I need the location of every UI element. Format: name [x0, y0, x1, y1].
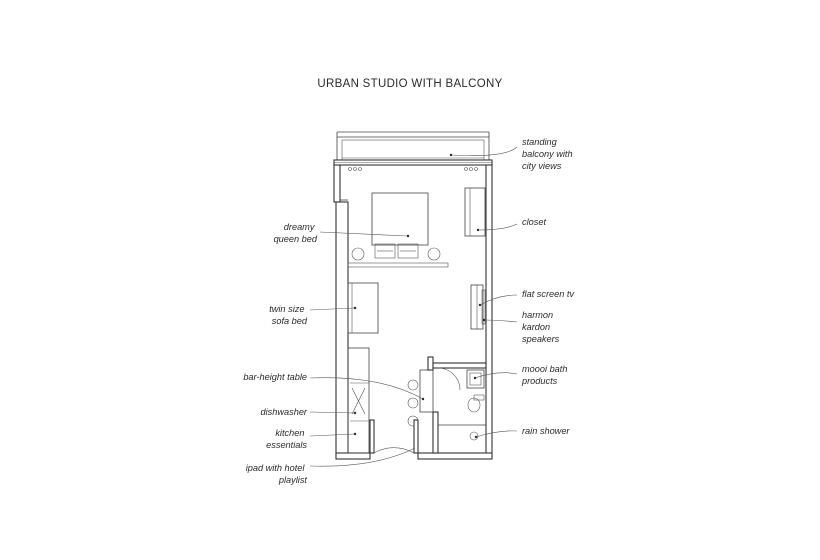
label-bar-height-table: bar-height table: [243, 372, 307, 382]
label-flat-screen-tv: flat screen tv: [522, 289, 575, 299]
label-twin-size-sofa-bed: twin size sofa bed: [269, 304, 307, 326]
entry-door: [370, 420, 418, 453]
closet: [465, 188, 485, 236]
label-standing-balcony: standing balcony with city views: [522, 137, 573, 171]
bar-table: [408, 370, 433, 426]
label-closet: closet: [522, 217, 547, 227]
label-dishwasher: dishwasher: [260, 407, 307, 417]
label-kitchen-essentials: kitchen essentials: [266, 428, 307, 450]
label-rain-shower: rain shower: [522, 426, 570, 436]
label-ipad-with-hotel-playlist: ipad with hotel playlist: [245, 463, 307, 485]
label-harmon-kardon-speakers: harmon kardon speakers: [522, 310, 560, 344]
bath-fixtures: [467, 370, 484, 440]
tv-unit: [471, 285, 485, 329]
balcony-sliding-door: [334, 160, 492, 171]
label-moooi-bath-products: moooi bath products: [522, 364, 568, 386]
queen-bed: [348, 193, 448, 267]
plan-title: URBAN STUDIO WITH BALCONY: [317, 78, 503, 90]
exterior-walls: [334, 165, 492, 459]
label-dreamy-queen-bed: dreamy queen bed: [273, 222, 317, 244]
kitchen-counter: [348, 348, 369, 453]
